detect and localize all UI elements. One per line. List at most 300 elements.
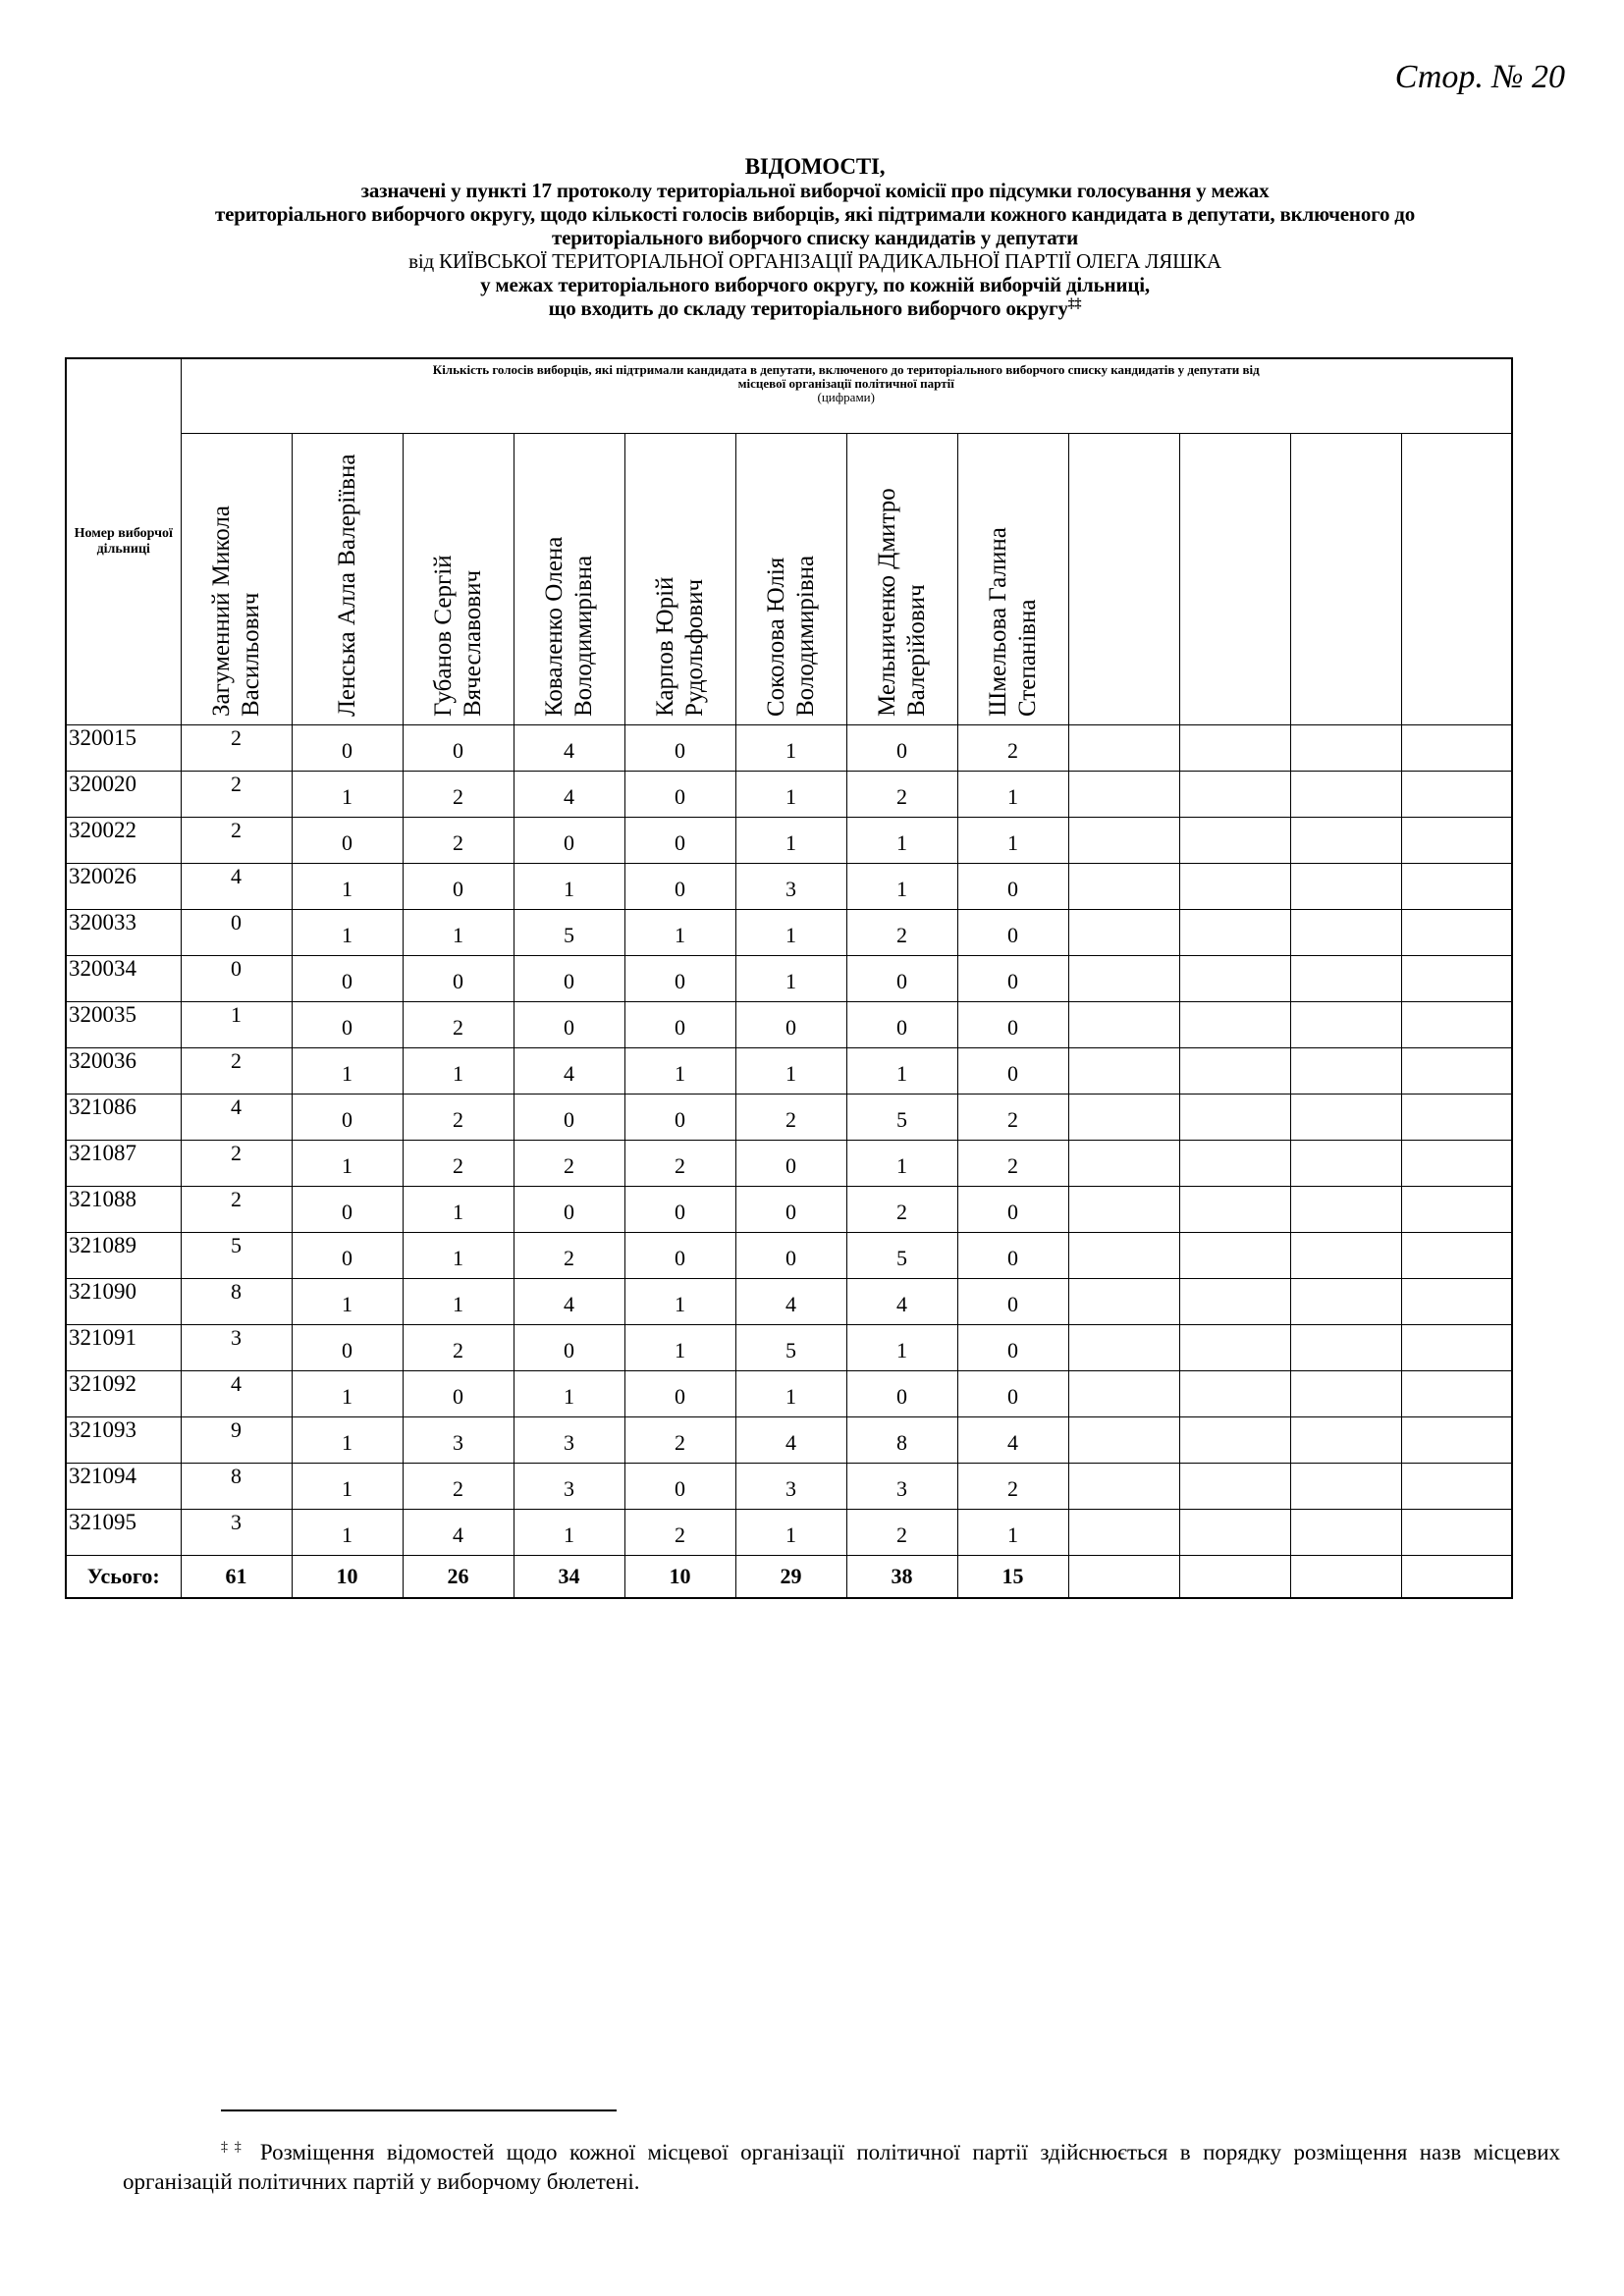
station-number-cell: 321087 (66, 1141, 181, 1187)
empty-cell (1068, 1048, 1179, 1095)
empty-cell (1179, 1417, 1290, 1464)
vote-count-cell: 0 (624, 956, 735, 1002)
empty-cell (1401, 1325, 1512, 1371)
votes-group-header-text: Кількість голосів виборців, які підтримали кандидата в депутати, включеного до територіального виборчого списку кандидатів у депутати від місцевої організації політичної партії (432, 362, 1260, 391)
candidate-header (514, 434, 624, 725)
vote-count-cell: 0 (624, 864, 735, 910)
heading-line-2: територіального виборчого округу, щодо кількості голосів виборців, які підтримали кожного кандидата в депутати, включеного до (214, 202, 1416, 226)
vote-count-cell: 1 (514, 1510, 624, 1556)
vote-count-cell: 0 (292, 725, 403, 772)
station-number-cell: 321086 (66, 1095, 181, 1141)
vote-count-cell: 4 (735, 1279, 846, 1325)
vote-count-cell: 0 (957, 956, 1068, 1002)
vote-count-cell: 8 (181, 1464, 292, 1510)
empty-cell (1401, 1095, 1512, 1141)
total-value-cell: 26 (403, 1556, 514, 1599)
vote-count-cell: 5 (514, 910, 624, 956)
empty-cell (1068, 1371, 1179, 1417)
empty-cell (1179, 1141, 1290, 1187)
vote-count-cell: 4 (846, 1279, 957, 1325)
vote-count-cell: 1 (292, 864, 403, 910)
vote-count-cell: 2 (957, 1464, 1068, 1510)
vote-count-cell: 0 (624, 1002, 735, 1048)
vote-count-cell: 5 (735, 1325, 846, 1371)
vote-count-cell: 2 (735, 1095, 846, 1141)
empty-cell (1068, 725, 1179, 772)
vote-count-cell: 2 (624, 1417, 735, 1464)
vote-count-cell: 1 (735, 956, 846, 1002)
total-value-cell: 10 (292, 1556, 403, 1599)
vote-count-cell: 2 (403, 772, 514, 818)
empty-candidate-header (1290, 434, 1401, 725)
vote-count-cell: 0 (846, 956, 957, 1002)
vote-count-cell: 1 (403, 1048, 514, 1095)
empty-cell (1290, 1141, 1401, 1187)
empty-cell (1401, 1141, 1512, 1187)
empty-cell (1401, 818, 1512, 864)
heading-line-5: у межах територіального виборчого округу, по кожній виборчій дільниці, (480, 273, 1150, 296)
empty-cell (1068, 1187, 1179, 1233)
vote-count-cell: 0 (846, 1371, 957, 1417)
results-table (65, 357, 1513, 1599)
total-value-cell: 38 (846, 1556, 957, 1599)
empty-cell (1179, 1371, 1290, 1417)
vote-count-cell: 1 (624, 1279, 735, 1325)
empty-cell (1290, 1233, 1401, 1279)
vote-count-cell: 1 (735, 772, 846, 818)
document-heading (98, 155, 1532, 320)
empty-cell (1401, 1556, 1512, 1599)
vote-count-cell: 1 (624, 1048, 735, 1095)
vote-count-cell: 1 (735, 1510, 846, 1556)
vote-count-cell: 0 (624, 1095, 735, 1141)
empty-cell (1401, 1048, 1512, 1095)
vote-count-cell: 1 (292, 1141, 403, 1187)
votes-group-header (181, 358, 1512, 434)
empty-candidate-header (1179, 434, 1290, 725)
vote-count-cell: 0 (957, 1233, 1068, 1279)
empty-cell (1401, 1279, 1512, 1325)
empty-cell (1068, 1417, 1179, 1464)
vote-count-cell: 0 (403, 1371, 514, 1417)
vote-count-cell: 0 (403, 956, 514, 1002)
vote-count-cell: 0 (957, 1002, 1068, 1048)
vote-count-cell: 2 (957, 725, 1068, 772)
vote-count-cell: 0 (292, 1233, 403, 1279)
table-row (66, 1141, 1512, 1187)
vote-count-cell: 0 (514, 818, 624, 864)
footnote-text: Розміщення відомостей щодо кожної місцевої організації політичної партії здійснюється в порядку розміщення назв місцевих організацій політичних партій у виборчому бюлетені. (123, 2140, 1561, 2194)
empty-cell (1068, 1095, 1179, 1141)
empty-cell (1068, 1325, 1179, 1371)
station-number-cell: 321089 (66, 1233, 181, 1279)
empty-cell (1290, 725, 1401, 772)
empty-cell (1290, 1279, 1401, 1325)
vote-count-cell: 1 (403, 1187, 514, 1233)
vote-count-cell: 0 (846, 1002, 957, 1048)
empty-cell (1068, 956, 1179, 1002)
vote-count-cell: 2 (181, 1048, 292, 1095)
candidate-header (292, 434, 403, 725)
empty-cell (1179, 956, 1290, 1002)
vote-count-cell: 2 (957, 1095, 1068, 1141)
station-number-cell: 321094 (66, 1464, 181, 1510)
vote-count-cell: 0 (514, 1002, 624, 1048)
table-row (66, 864, 1512, 910)
vote-count-cell: 1 (957, 772, 1068, 818)
vote-count-cell: 1 (624, 1325, 735, 1371)
vote-count-cell: 4 (957, 1417, 1068, 1464)
empty-cell (1068, 1233, 1179, 1279)
vote-count-cell: 1 (403, 1279, 514, 1325)
vote-count-cell: 2 (181, 1141, 292, 1187)
candidate-name: Шмельова Галина Степанівна (984, 527, 1041, 717)
empty-cell (1179, 910, 1290, 956)
empty-cell (1179, 1325, 1290, 1371)
vote-count-cell: 1 (735, 818, 846, 864)
vote-count-cell: 4 (181, 1095, 292, 1141)
votes-group-subheader: (цифрами) (817, 390, 875, 404)
empty-cell (1401, 1371, 1512, 1417)
vote-count-cell: 0 (957, 910, 1068, 956)
vote-count-cell: 4 (514, 725, 624, 772)
vote-count-cell: 2 (403, 1464, 514, 1510)
vote-count-cell: 2 (181, 772, 292, 818)
heading-line-3: територіального виборчого списку кандидатів у депутати (551, 226, 1079, 249)
vote-count-cell: 2 (957, 1141, 1068, 1187)
vote-count-cell: 2 (846, 1187, 957, 1233)
vote-count-cell: 0 (957, 1325, 1068, 1371)
vote-count-cell: 1 (846, 1141, 957, 1187)
vote-count-cell: 2 (846, 1510, 957, 1556)
empty-cell (1290, 864, 1401, 910)
empty-candidate-header (1068, 434, 1179, 725)
station-number-cell: 320022 (66, 818, 181, 864)
empty-cell (1179, 725, 1290, 772)
table-row (66, 1510, 1512, 1556)
vote-count-cell: 0 (957, 1371, 1068, 1417)
vote-count-cell: 1 (957, 1510, 1068, 1556)
empty-cell (1179, 818, 1290, 864)
vote-count-cell: 1 (292, 1417, 403, 1464)
station-number-cell: 320026 (66, 864, 181, 910)
vote-count-cell: 4 (514, 772, 624, 818)
heading-line-6-wrap (98, 296, 1532, 320)
vote-count-cell: 1 (846, 864, 957, 910)
station-number-cell: 320033 (66, 910, 181, 956)
empty-cell (1290, 1048, 1401, 1095)
vote-count-cell: 0 (514, 1095, 624, 1141)
empty-cell (1290, 1002, 1401, 1048)
vote-count-cell: 0 (514, 1325, 624, 1371)
vote-count-cell: 4 (735, 1417, 846, 1464)
vote-count-cell: 3 (846, 1464, 957, 1510)
vote-count-cell: 4 (181, 864, 292, 910)
empty-cell (1068, 772, 1179, 818)
empty-cell (1290, 956, 1401, 1002)
empty-cell (1401, 910, 1512, 956)
vote-count-cell: 3 (181, 1325, 292, 1371)
vote-count-cell: 4 (181, 1371, 292, 1417)
table-row (66, 1048, 1512, 1095)
vote-count-cell: 0 (624, 1233, 735, 1279)
empty-cell (1401, 1417, 1512, 1464)
table-row (66, 725, 1512, 772)
empty-cell (1179, 772, 1290, 818)
heading-line-6: що входить до складу територіального виборчого округу (548, 296, 1068, 320)
empty-cell (1290, 772, 1401, 818)
vote-count-cell: 0 (181, 956, 292, 1002)
station-number-cell: 321092 (66, 1371, 181, 1417)
empty-cell (1401, 725, 1512, 772)
table-row (66, 772, 1512, 818)
vote-count-cell: 2 (403, 1095, 514, 1141)
vote-count-cell: 3 (735, 1464, 846, 1510)
station-column-header: Номер виборчої дільниці (66, 358, 181, 725)
station-number-cell: 321088 (66, 1187, 181, 1233)
vote-count-cell: 0 (292, 956, 403, 1002)
empty-cell (1290, 818, 1401, 864)
vote-count-cell: 1 (292, 1048, 403, 1095)
empty-cell (1179, 864, 1290, 910)
vote-count-cell: 0 (957, 1048, 1068, 1095)
vote-count-cell: 0 (292, 1095, 403, 1141)
vote-count-cell: 0 (514, 1187, 624, 1233)
vote-count-cell: 3 (514, 1464, 624, 1510)
vote-count-cell: 5 (846, 1233, 957, 1279)
candidate-name: Мельниченко Дмитро Валерійович (873, 488, 930, 717)
empty-cell (1401, 1002, 1512, 1048)
vote-count-cell: 0 (624, 725, 735, 772)
table-row (66, 1002, 1512, 1048)
station-number-cell: 321090 (66, 1279, 181, 1325)
footnote-mark: ‡‡ (221, 2140, 248, 2156)
vote-count-cell: 1 (624, 910, 735, 956)
empty-cell (1068, 1002, 1179, 1048)
vote-count-cell: 0 (624, 772, 735, 818)
station-number-cell: 321091 (66, 1325, 181, 1371)
vote-count-cell: 0 (624, 1371, 735, 1417)
vote-count-cell: 2 (181, 1187, 292, 1233)
empty-cell (1179, 1233, 1290, 1279)
station-number-cell: 321095 (66, 1510, 181, 1556)
vote-count-cell: 0 (403, 725, 514, 772)
total-value-cell: 61 (181, 1556, 292, 1599)
vote-count-cell: 1 (514, 864, 624, 910)
candidate-header-row (66, 434, 1512, 725)
empty-cell (1179, 1556, 1290, 1599)
vote-count-cell: 4 (403, 1510, 514, 1556)
heading-footnote-mark: ‡‡ (1067, 296, 1082, 311)
empty-candidate-header (1401, 434, 1512, 725)
vote-count-cell: 1 (292, 1464, 403, 1510)
table-row (66, 1233, 1512, 1279)
empty-cell (1179, 1187, 1290, 1233)
total-value-cell: 10 (624, 1556, 735, 1599)
table-row (66, 1325, 1512, 1371)
empty-cell (1290, 1095, 1401, 1141)
vote-count-cell: 1 (403, 910, 514, 956)
candidate-header (403, 434, 514, 725)
empty-cell (1068, 1556, 1179, 1599)
table-body (66, 725, 1512, 1599)
vote-count-cell: 1 (292, 910, 403, 956)
vote-count-cell: 5 (181, 1233, 292, 1279)
table-row (66, 956, 1512, 1002)
candidate-name: Коваленко Олена Володимирівна (540, 536, 597, 717)
vote-count-cell: 2 (403, 1325, 514, 1371)
empty-cell (1290, 1325, 1401, 1371)
vote-count-cell: 0 (624, 818, 735, 864)
candidate-name: Загуменний Микола Васильович (207, 506, 264, 717)
candidate-header (846, 434, 957, 725)
empty-cell (1290, 1417, 1401, 1464)
vote-count-cell: 3 (735, 864, 846, 910)
vote-count-cell: 1 (735, 1048, 846, 1095)
empty-cell (1179, 1510, 1290, 1556)
vote-count-cell: 2 (624, 1141, 735, 1187)
empty-cell (1401, 1233, 1512, 1279)
table-row (66, 1095, 1512, 1141)
vote-count-cell: 0 (292, 1325, 403, 1371)
total-value-cell: 34 (514, 1556, 624, 1599)
table-row (66, 1371, 1512, 1417)
vote-count-cell: 8 (846, 1417, 957, 1464)
vote-count-cell: 0 (624, 1187, 735, 1233)
vote-count-cell: 1 (735, 1371, 846, 1417)
candidate-name: Соколова Юлія Володимирівна (762, 555, 819, 717)
vote-count-cell: 1 (403, 1233, 514, 1279)
empty-cell (1401, 956, 1512, 1002)
vote-count-cell: 2 (846, 772, 957, 818)
vote-count-cell: 1 (846, 1048, 957, 1095)
vote-count-cell: 1 (292, 772, 403, 818)
vote-count-cell: 1 (957, 818, 1068, 864)
station-number-cell: 320035 (66, 1002, 181, 1048)
table-row (66, 1279, 1512, 1325)
empty-cell (1068, 1279, 1179, 1325)
total-label: Усього: (66, 1556, 181, 1599)
empty-cell (1179, 1464, 1290, 1510)
total-value-cell: 29 (735, 1556, 846, 1599)
vote-count-cell: 2 (403, 1141, 514, 1187)
table-row (66, 1187, 1512, 1233)
vote-count-cell: 0 (735, 1187, 846, 1233)
empty-cell (1401, 772, 1512, 818)
vote-count-cell: 2 (846, 910, 957, 956)
table-row (66, 818, 1512, 864)
vote-count-cell: 2 (181, 725, 292, 772)
vote-count-cell: 8 (181, 1279, 292, 1325)
vote-count-cell: 4 (514, 1048, 624, 1095)
empty-cell (1179, 1048, 1290, 1095)
vote-count-cell: 0 (403, 864, 514, 910)
table-row (66, 1464, 1512, 1510)
heading-line-4: від КИЇВСЬКОЇ ТЕРИТОРІАЛЬНОЇ ОРГАНІЗАЦІЇ РАДИКАЛЬНОЇ ПАРТІЇ ОЛЕГА ЛЯШКА (408, 249, 1221, 273)
heading-title: ВІДОМОСТІ, (744, 154, 886, 179)
vote-count-cell: 3 (403, 1417, 514, 1464)
station-number-cell: 320015 (66, 725, 181, 772)
page-number: Стор. № 20 (1394, 59, 1565, 95)
empty-cell (1290, 1371, 1401, 1417)
candidate-header (181, 434, 292, 725)
table-row (66, 1417, 1512, 1464)
vote-count-cell: 9 (181, 1417, 292, 1464)
empty-cell (1401, 864, 1512, 910)
vote-count-cell: 0 (957, 1279, 1068, 1325)
total-value-cell: 15 (957, 1556, 1068, 1599)
vote-count-cell: 0 (957, 864, 1068, 910)
vote-count-cell: 0 (624, 1464, 735, 1510)
footnote (123, 2138, 1560, 2197)
empty-cell (1179, 1002, 1290, 1048)
heading-line-1: зазначені у пункті 17 протоколу територіальної виборчої комісії про підсумки голосування у межах (360, 179, 1270, 202)
vote-count-cell: 0 (514, 956, 624, 1002)
vote-count-cell: 3 (514, 1417, 624, 1464)
empty-cell (1401, 1187, 1512, 1233)
vote-count-cell: 0 (735, 1141, 846, 1187)
station-number-cell: 320034 (66, 956, 181, 1002)
table-row (66, 910, 1512, 956)
empty-cell (1179, 1095, 1290, 1141)
vote-count-cell: 2 (624, 1510, 735, 1556)
vote-count-cell: 2 (403, 818, 514, 864)
empty-cell (1068, 818, 1179, 864)
empty-cell (1068, 1141, 1179, 1187)
vote-count-cell: 1 (735, 725, 846, 772)
station-number-cell: 321093 (66, 1417, 181, 1464)
vote-count-cell: 0 (292, 818, 403, 864)
empty-cell (1068, 1510, 1179, 1556)
empty-cell (1401, 1510, 1512, 1556)
vote-count-cell: 2 (514, 1233, 624, 1279)
empty-cell (1290, 1187, 1401, 1233)
vote-count-cell: 0 (846, 725, 957, 772)
vote-count-cell: 1 (735, 910, 846, 956)
vote-count-cell: 1 (292, 1510, 403, 1556)
vote-count-cell: 1 (292, 1371, 403, 1417)
candidate-header (957, 434, 1068, 725)
empty-cell (1068, 1464, 1179, 1510)
vote-count-cell: 2 (181, 818, 292, 864)
station-number-cell: 320036 (66, 1048, 181, 1095)
candidate-header (624, 434, 735, 725)
empty-cell (1401, 1464, 1512, 1510)
empty-cell (1290, 1510, 1401, 1556)
candidate-name: Ленська Алла Валеріївна (333, 454, 360, 717)
vote-count-cell: 0 (292, 1002, 403, 1048)
vote-count-cell: 1 (514, 1371, 624, 1417)
vote-count-cell: 4 (514, 1279, 624, 1325)
vote-count-cell: 1 (846, 818, 957, 864)
vote-count-cell: 0 (181, 910, 292, 956)
empty-cell (1068, 864, 1179, 910)
candidate-header (735, 434, 846, 725)
vote-count-cell: 1 (846, 1325, 957, 1371)
vote-count-cell: 0 (957, 1187, 1068, 1233)
empty-cell (1179, 1279, 1290, 1325)
candidate-name: Губанов Сергій Вячеславович (429, 555, 486, 717)
vote-count-cell: 5 (846, 1095, 957, 1141)
vote-count-cell: 0 (735, 1002, 846, 1048)
empty-cell (1290, 910, 1401, 956)
vote-count-cell: 3 (181, 1510, 292, 1556)
candidate-name: Карпов Юрій Рудольфович (651, 576, 708, 717)
vote-count-cell: 1 (181, 1002, 292, 1048)
totals-row (66, 1556, 1512, 1599)
vote-count-cell: 2 (403, 1002, 514, 1048)
vote-count-cell: 0 (292, 1187, 403, 1233)
